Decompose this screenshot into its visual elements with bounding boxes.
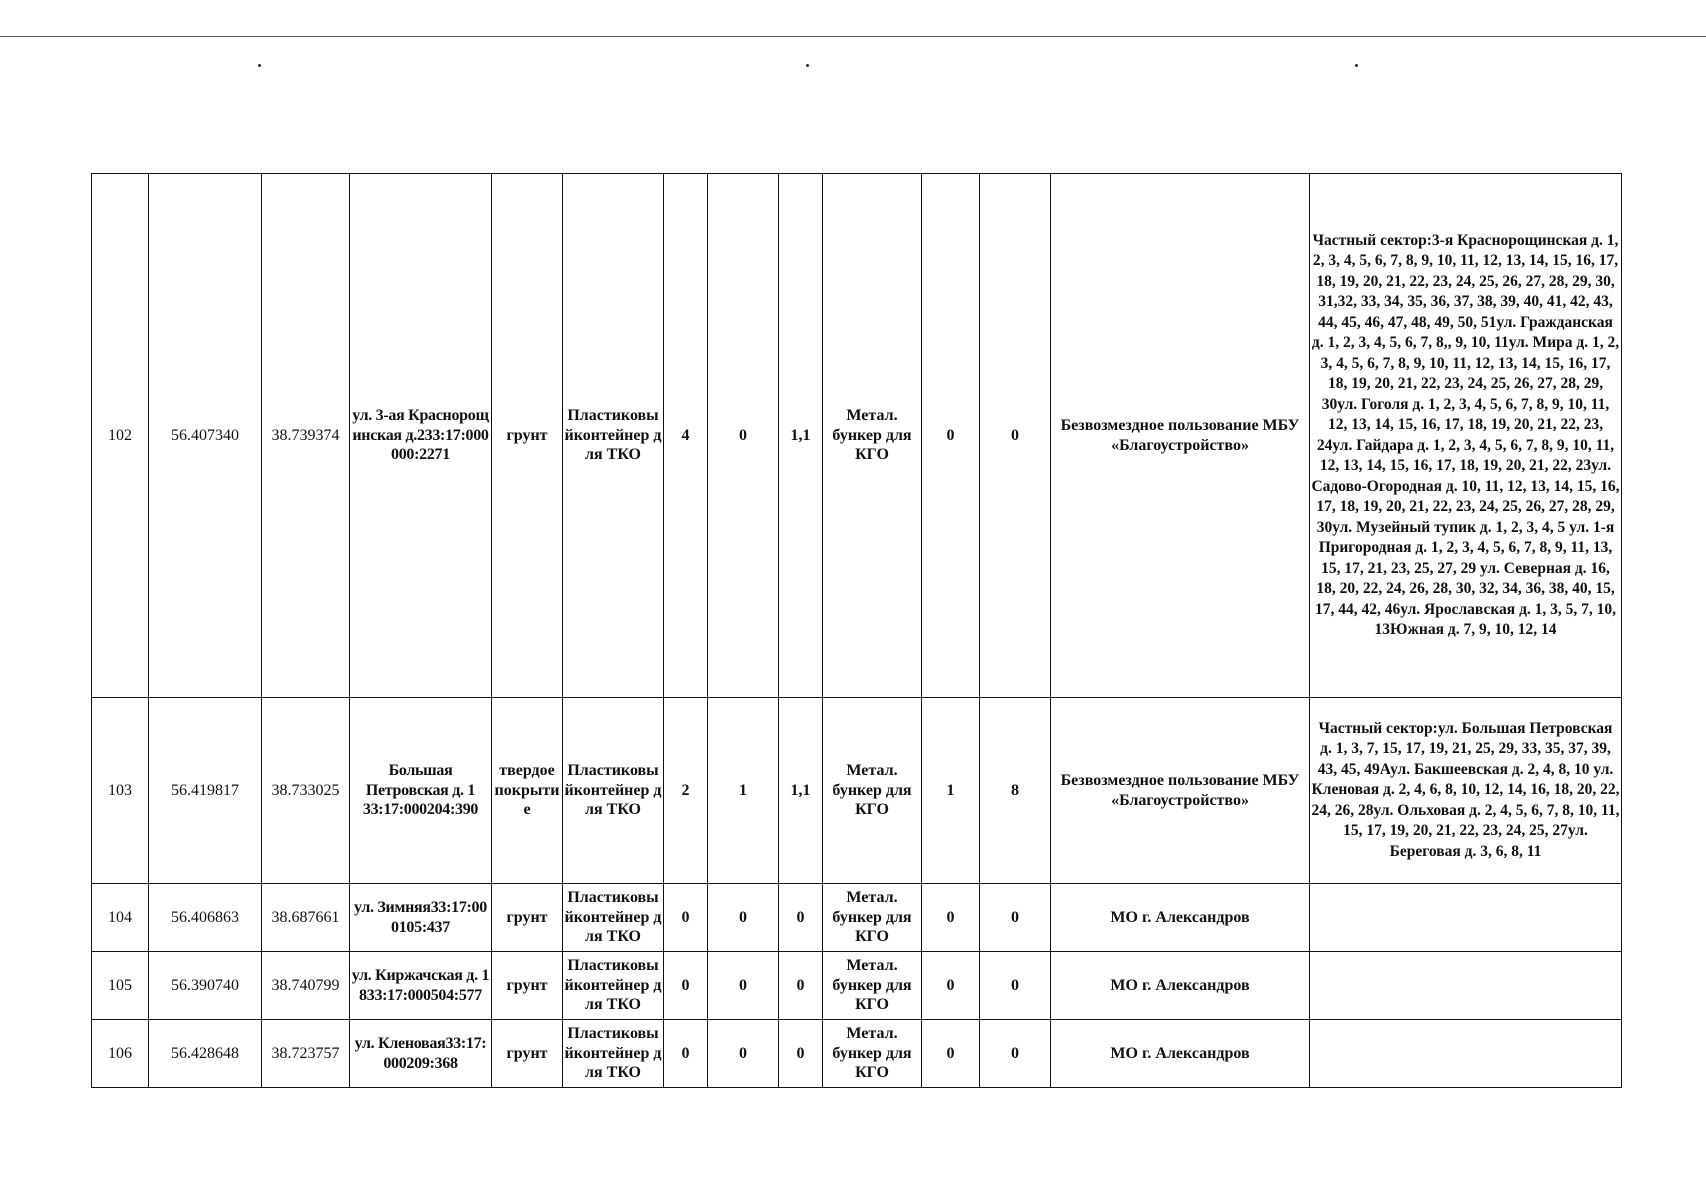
row-number: 104: [92, 884, 149, 952]
table-row: [92, 174, 1622, 698]
container-type-cell: Пластиковыйконтейнер для ТКО: [563, 1020, 664, 1088]
latitude-cell: 56.390740: [149, 952, 262, 1020]
latitude-cell: 56.419817: [149, 698, 262, 884]
row-number: 103: [92, 698, 149, 884]
container-count-existing: 0: [708, 174, 779, 698]
owner-cell: МО г. Александров: [1051, 952, 1310, 1020]
kgo-count-existing: 8: [980, 698, 1051, 884]
container-volume: 1,1: [779, 174, 823, 698]
container-count-planned: 0: [664, 884, 708, 952]
row-number: 105: [92, 952, 149, 1020]
container-volume: 0: [779, 1020, 823, 1088]
location-cell: Большая Петровская д. 1 33:17:000204:390: [350, 698, 492, 884]
surface-cell: грунт: [492, 1020, 563, 1088]
row-number: 106: [92, 1020, 149, 1088]
kgo-count-existing: 0: [980, 174, 1051, 698]
container-count-existing: 0: [708, 1020, 779, 1088]
container-type-cell: Пластиковыйконтейнер для ТКО: [563, 952, 664, 1020]
kgo-type-cell: Метал. бункер для КГО: [823, 952, 922, 1020]
container-count-existing: 0: [708, 884, 779, 952]
location-cell: ул. 3-ая Краснорощинская д.233:17:000000:2271: [350, 174, 492, 698]
container-count-planned: 4: [664, 174, 708, 698]
container-count-existing: 0: [708, 952, 779, 1020]
container-count-planned: 2: [664, 698, 708, 884]
scan-speck: [806, 64, 809, 67]
container-type-cell: Пластиковыйконтейнер для ТКО: [563, 174, 664, 698]
kgo-type-cell: Метал. бункер для КГО: [823, 884, 922, 952]
table-row: [92, 698, 1622, 884]
kgo-count-existing: 0: [980, 884, 1051, 952]
kgo-count-planned: 1: [922, 698, 980, 884]
owner-cell: МО г. Александров: [1051, 1020, 1310, 1088]
kgo-count-existing: 0: [980, 1020, 1051, 1088]
waste-sources-cell: [1310, 952, 1622, 1020]
container-type-cell: Пластиковыйконтейнер для ТКО: [563, 884, 664, 952]
table-row: [92, 952, 1622, 1020]
surface-cell: грунт: [492, 952, 563, 1020]
container-count-existing: 1: [708, 698, 779, 884]
latitude-cell: 56.428648: [149, 1020, 262, 1088]
location-cell: ул. Кленовая33:17:000209:368: [350, 1020, 492, 1088]
longitude-cell: 38.723757: [262, 1020, 350, 1088]
kgo-count-existing: 0: [980, 952, 1051, 1020]
scan-top-rule: [0, 36, 1706, 37]
kgo-type-cell: Метал. бункер для КГО: [823, 1020, 922, 1088]
waste-sources-cell: [1310, 1020, 1622, 1088]
kgo-count-planned: 0: [922, 1020, 980, 1088]
kgo-type-cell: Метал. бункер для КГО: [823, 174, 922, 698]
location-cell: ул. Зимняя33:17:000105:437: [350, 884, 492, 952]
longitude-cell: 38.739374: [262, 174, 350, 698]
waste-sites-table: [91, 173, 1622, 1088]
container-volume: 0: [779, 952, 823, 1020]
surface-cell: грунт: [492, 884, 563, 952]
container-volume: 1,1: [779, 698, 823, 884]
container-type-cell: Пластиковыйконтейнер для ТКО: [563, 698, 664, 884]
latitude-cell: 56.407340: [149, 174, 262, 698]
owner-cell: Безвозмездное пользование МБУ «Благоустройство»: [1051, 174, 1310, 698]
waste-sources-cell: Частный сектор:ул. Большая Петровская д. 1, 3, 7, 15, 17, 19, 21, 25, 29, 33, 35, 37, 39, 43, 45, 49Аул. Бакшеевская д. 2, 4, 8, 10 ул. Кленовая д. 2, 4, 6, 8, 10, 12, 14, 16, 18, 20, 22, 24, 26, 28ул. Ольховая д. 2, 4, 5, 6, 7, 8, 10, 11, 15, 17, 19, 20, 21, 22, 23, 24, 25, 27ул. Береговая д. 3, 6, 8, 11: [1310, 698, 1622, 884]
owner-cell: Безвозмездное пользование МБУ «Благоустройство»: [1051, 698, 1310, 884]
kgo-count-planned: 0: [922, 884, 980, 952]
row-number: 102: [92, 174, 149, 698]
owner-cell: МО г. Александров: [1051, 884, 1310, 952]
surface-cell: грунт: [492, 174, 563, 698]
container-volume: 0: [779, 884, 823, 952]
scan-speck: [258, 64, 261, 67]
container-count-planned: 0: [664, 952, 708, 1020]
kgo-count-planned: 0: [922, 174, 980, 698]
latitude-cell: 56.406863: [149, 884, 262, 952]
surface-cell: твердое покрытие: [492, 698, 563, 884]
longitude-cell: 38.733025: [262, 698, 350, 884]
kgo-count-planned: 0: [922, 952, 980, 1020]
longitude-cell: 38.740799: [262, 952, 350, 1020]
table-row: [92, 1020, 1622, 1088]
kgo-type-cell: Метал. бункер для КГО: [823, 698, 922, 884]
longitude-cell: 38.687661: [262, 884, 350, 952]
location-cell: ул. Киржачская д. 1833:17:000504:577: [350, 952, 492, 1020]
waste-sources-cell: Частный сектор:3-я Краснорощинская д. 1, 2, 3, 4, 5, 6, 7, 8, 9, 10, 11, 12, 13, 14, 15, 16, 17, 18, 19, 20, 21, 22, 23, 24, 25, 26, 27, 28, 29, 30, 31,32, 33, 34, 35, 36, 37, 38, 39, 40, 41, 42, 43, 44, 45, 46, 47, 48, 49, 50, 51ул. Гражданская д. 1, 2, 3, 4, 5, 6, 7, 8,, 9, 10, 11ул. Мира д. 1, 2, 3, 4, 5, 6, 7, 8, 9, 10, 11, 12, 13, 14, 15, 16, 17, 18, 19, 20, 21, 22, 23, 24, 25, 26, 27, 28, 29, 30ул. Гоголя д. 1, 2, 3, 4, 5, 6, 7, 8, 9, 10, 11, 12, 13, 14, 15, 16, 17, 18, 19, 20, 21, 22, 23, 24ул. Гайдара д. 1, 2, 3, 4, 5, 6, 7, 8, 9, 10, 11, 12, 13, 14, 15, 16, 17, 18, 19, 20, 21, 22, 23ул. Садово-Огородная д. 10, 11, 12, 13, 14, 15, 16, 17, 18, 19, 20, 21, 22, 23, 24, 25, 26, 27, 28, 29, 30ул. Музейный тупик д. 1, 2, 3, 4, 5 ул. 1-я Пригородная д. 1, 2, 3, 4, 5, 6, 7, 8, 9, 11, 13, 15, 17, 21, 23, 25, 27, 29 ул. Северная д. 16, 18, 20, 22, 24, 26, 28, 30, 32, 34, 36, 38, 40, 15, 17, 44, 42, 46ул. Ярославская д. 1, 3, 5, 7, 10, 13Южная д. 7, 9, 10, 12, 14: [1310, 174, 1622, 698]
container-count-planned: 0: [664, 1020, 708, 1088]
table-row: [92, 884, 1622, 952]
scan-speck: [1355, 64, 1358, 67]
waste-sources-cell: [1310, 884, 1622, 952]
